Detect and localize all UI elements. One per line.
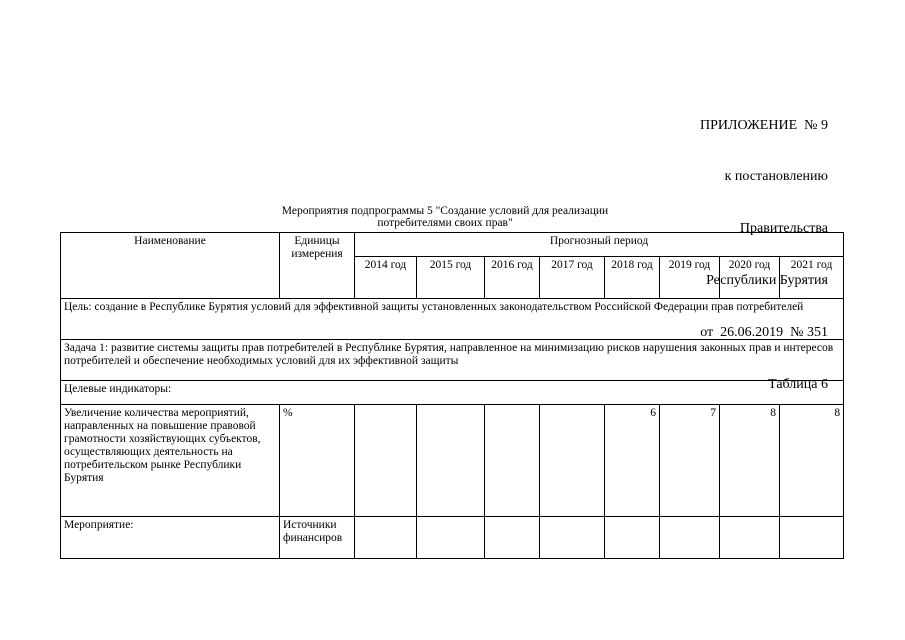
indicator-value-2016 — [485, 405, 540, 517]
goal-row: Цель: создание в Республике Бурятия условий для эффективной защиты установленных законодательством Российской Федерации прав потребителей — [61, 299, 844, 340]
measure-unit: Источники финансиров — [280, 517, 355, 559]
appendix-republic: Республики Бурятия — [706, 273, 828, 289]
measure-value-2019 — [660, 517, 720, 559]
header-year-2014: 2014 год — [355, 257, 417, 299]
measure-value-2015 — [417, 517, 485, 559]
appendix-title: ПРИЛОЖЕНИЕ № 9 — [700, 117, 828, 133]
measure-value-2018 — [605, 517, 660, 559]
appendix-resolution: к постановлению — [724, 169, 828, 185]
header-year-2021: 2021 год — [780, 257, 844, 299]
appendix-date-number: от 26.06.2019 № 351 — [700, 325, 828, 341]
table-title-line-2: потребителями своих прав" — [377, 217, 513, 229]
appendix-table-number: Таблица 6 — [768, 377, 828, 393]
indicator-value-2014 — [355, 405, 417, 517]
measure-value-2020 — [720, 517, 780, 559]
indicator-value-2018: 6 — [605, 405, 660, 517]
indicator-value-2021: 8 — [780, 405, 844, 517]
appendix-government: Правительства — [739, 221, 828, 237]
measure-name: Мероприятие: — [61, 517, 280, 559]
header-year-2018: 2018 год — [605, 257, 660, 299]
measure-value-2017 — [540, 517, 605, 559]
indicator-unit: % — [280, 405, 355, 517]
indicator-value-2019: 7 — [660, 405, 720, 517]
measures-table — [60, 232, 844, 559]
indicators-label-row: Целевые индикаторы: — [61, 381, 844, 405]
table-title — [220, 205, 670, 229]
task-row: Задача 1: развитие системы защиты прав потребителей в Республике Бурятия, направленное на минимизацию рисков нарушения законных прав и интересов потребителей и обеспечение необходимых условий для их эффективной защиты — [61, 340, 844, 381]
header-year-2020: 2020 год — [720, 257, 780, 299]
header-year-2019: 2019 год — [660, 257, 720, 299]
header-name: Наименование — [61, 233, 280, 299]
indicator-name: Увеличение количества мероприятий, направленных на повышение правовой грамотности хозяйствующих субъектов, осуществляющих деятельность на потребительском рынке Республики Бурятия — [61, 405, 280, 517]
header-year-2015: 2015 год — [417, 257, 485, 299]
header-year-2017: 2017 год — [540, 257, 605, 299]
header-year-2016: 2016 год — [485, 257, 540, 299]
header-unit: Единицы измерения — [280, 233, 355, 299]
measure-value-2021 — [780, 517, 844, 559]
indicator-value-2020: 8 — [720, 405, 780, 517]
indicator-value-2017 — [540, 405, 605, 517]
header-forecast-period: Прогнозный период — [355, 233, 844, 257]
table-title-line-1: Мероприятия подпрограммы 5 "Создание условий для реализации — [281, 205, 609, 217]
measure-value-2014 — [355, 517, 417, 559]
indicator-value-2015 — [417, 405, 485, 517]
measure-value-2016 — [485, 517, 540, 559]
